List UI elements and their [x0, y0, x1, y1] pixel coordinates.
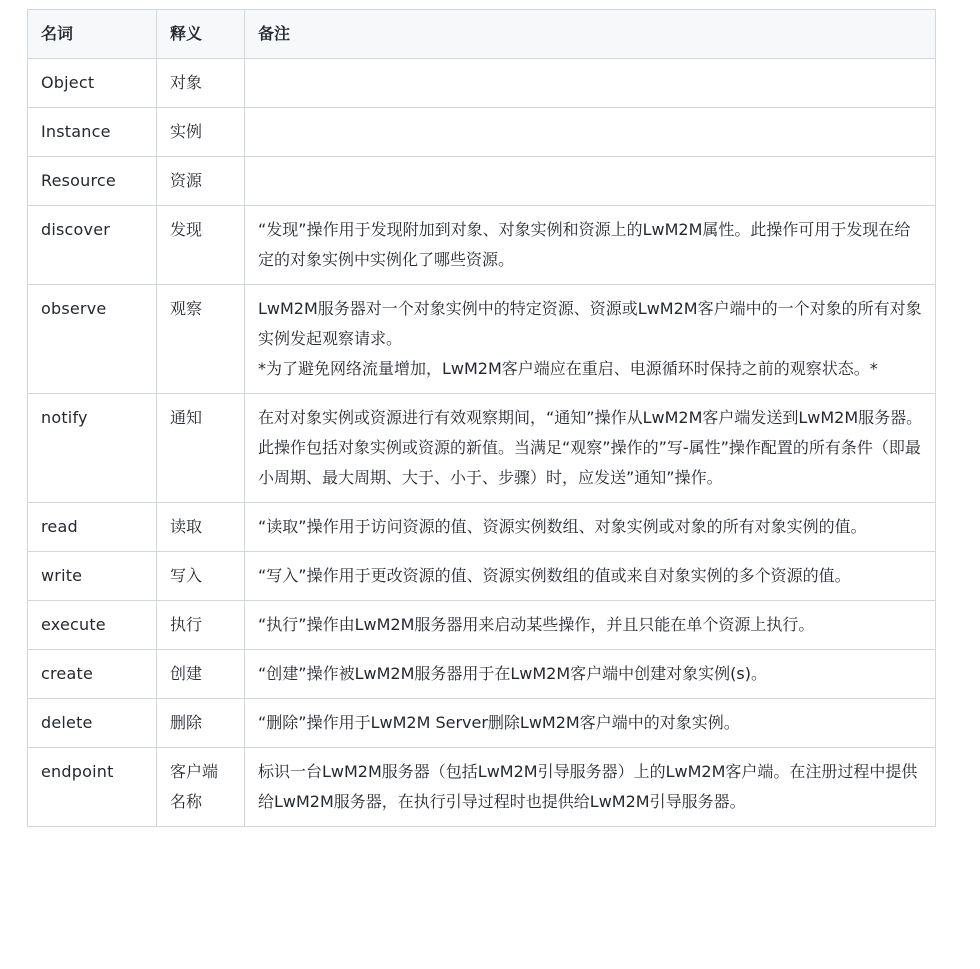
- notes-text: “执行”操作由LwM2M服务器用来启动某些操作，并且只能在单个资源上执行。: [258, 615, 815, 634]
- notes-text: [258, 117, 923, 147]
- notes-text: 标识一台LwM2M服务器（包括LwM2M引导服务器）上的LwM2M客户端。在注册过程中提供给LwM2M服务器，在执行引导过程时也提供给LwM2M引导服务器。: [258, 762, 918, 811]
- notes-cell: [245, 552, 936, 601]
- meaning-cell: 观察: [157, 285, 245, 394]
- term-cell: Resource: [28, 157, 157, 206]
- header-notes: 备注: [245, 10, 936, 59]
- notes-text: “删除”操作用于LwM2M Server删除LwM2M客户端中的对象实例。: [258, 713, 740, 732]
- table-row: [28, 157, 936, 206]
- table-header: [28, 10, 936, 59]
- meaning-cell: 执行: [157, 601, 245, 650]
- header-term: 名词: [28, 10, 157, 59]
- notes-cell: [245, 699, 936, 748]
- notes-cell: [245, 59, 936, 108]
- term-cell: Object: [28, 59, 157, 108]
- table-row: [28, 699, 936, 748]
- table-row: [28, 108, 936, 157]
- meaning-cell: 写入: [157, 552, 245, 601]
- meaning-cell: 创建: [157, 650, 245, 699]
- table-row: [28, 285, 936, 394]
- term-cell: notify: [28, 394, 157, 503]
- notes-text: [258, 166, 923, 196]
- notes-text: “发现”操作用于发现附加到对象、对象实例和资源上的LwM2M属性。此操作可用于发现在给定的对象实例中实例化了哪些资源。: [258, 220, 911, 269]
- table-body: [28, 59, 936, 827]
- meaning-cell: 发现: [157, 206, 245, 285]
- table-row: [28, 748, 936, 827]
- notes-text: *为了避免网络流量增加，LwM2M客户端应在重启、电源循环时保持之前的观察状态。*: [258, 359, 878, 378]
- glossary-table: [27, 9, 936, 827]
- meaning-cell: 通知: [157, 394, 245, 503]
- notes-cell: [245, 206, 936, 285]
- notes-cell: [245, 650, 936, 699]
- term-cell: read: [28, 503, 157, 552]
- table-row: [28, 503, 936, 552]
- meaning-cell: 资源: [157, 157, 245, 206]
- term-cell: Instance: [28, 108, 157, 157]
- term-cell: observe: [28, 285, 157, 394]
- term-cell: endpoint: [28, 748, 157, 827]
- meaning-cell: 对象: [157, 59, 245, 108]
- notes-text: LwM2M服务器对一个对象实例中的特定资源、资源或LwM2M客户端中的一个对象的所有对象实例发起观察请求。: [258, 299, 922, 348]
- table-row: [28, 394, 936, 503]
- notes-cell: [245, 285, 936, 394]
- notes-text: “创建”操作被LwM2M服务器用于在LwM2M客户端中创建对象实例(s)。: [258, 664, 767, 683]
- notes-cell: [245, 108, 936, 157]
- meaning-cell: 删除: [157, 699, 245, 748]
- meaning-cell: 读取: [157, 503, 245, 552]
- notes-text: 在对对象实例或资源进行有效观察期间，“通知”操作从LwM2M客户端发送到LwM2M服务器。此操作包括对象实例或资源的新值。当满足“观察”操作的”写-属性”操作配置的所有条件（即最小周期、最大周期、大于、小于、步骤）时，应发送”通知”操作。: [258, 408, 923, 487]
- notes-cell: [245, 157, 936, 206]
- meaning-cell: 实例: [157, 108, 245, 157]
- notes-text: [258, 68, 923, 98]
- term-cell: delete: [28, 699, 157, 748]
- table-row: [28, 552, 936, 601]
- notes-cell: [245, 503, 936, 552]
- term-cell: discover: [28, 206, 157, 285]
- term-cell: create: [28, 650, 157, 699]
- glossary-table-container: [27, 9, 935, 827]
- table-row: [28, 601, 936, 650]
- table-row: [28, 59, 936, 108]
- term-cell: write: [28, 552, 157, 601]
- term-cell: execute: [28, 601, 157, 650]
- notes-text: “读取”操作用于访问资源的值、资源实例数组、对象实例或对象的所有对象实例的值。: [258, 517, 867, 536]
- notes-text: “写入”操作用于更改资源的值、资源实例数组的值或来自对象实例的多个资源的值。: [258, 566, 851, 585]
- header-meaning: 释义: [157, 10, 245, 59]
- notes-cell: [245, 601, 936, 650]
- meaning-cell: 客户端名称: [157, 748, 245, 827]
- header-row: [28, 10, 936, 59]
- table-row: [28, 206, 936, 285]
- notes-cell: [245, 748, 936, 827]
- notes-cell: [245, 394, 936, 503]
- table-row: [28, 650, 936, 699]
